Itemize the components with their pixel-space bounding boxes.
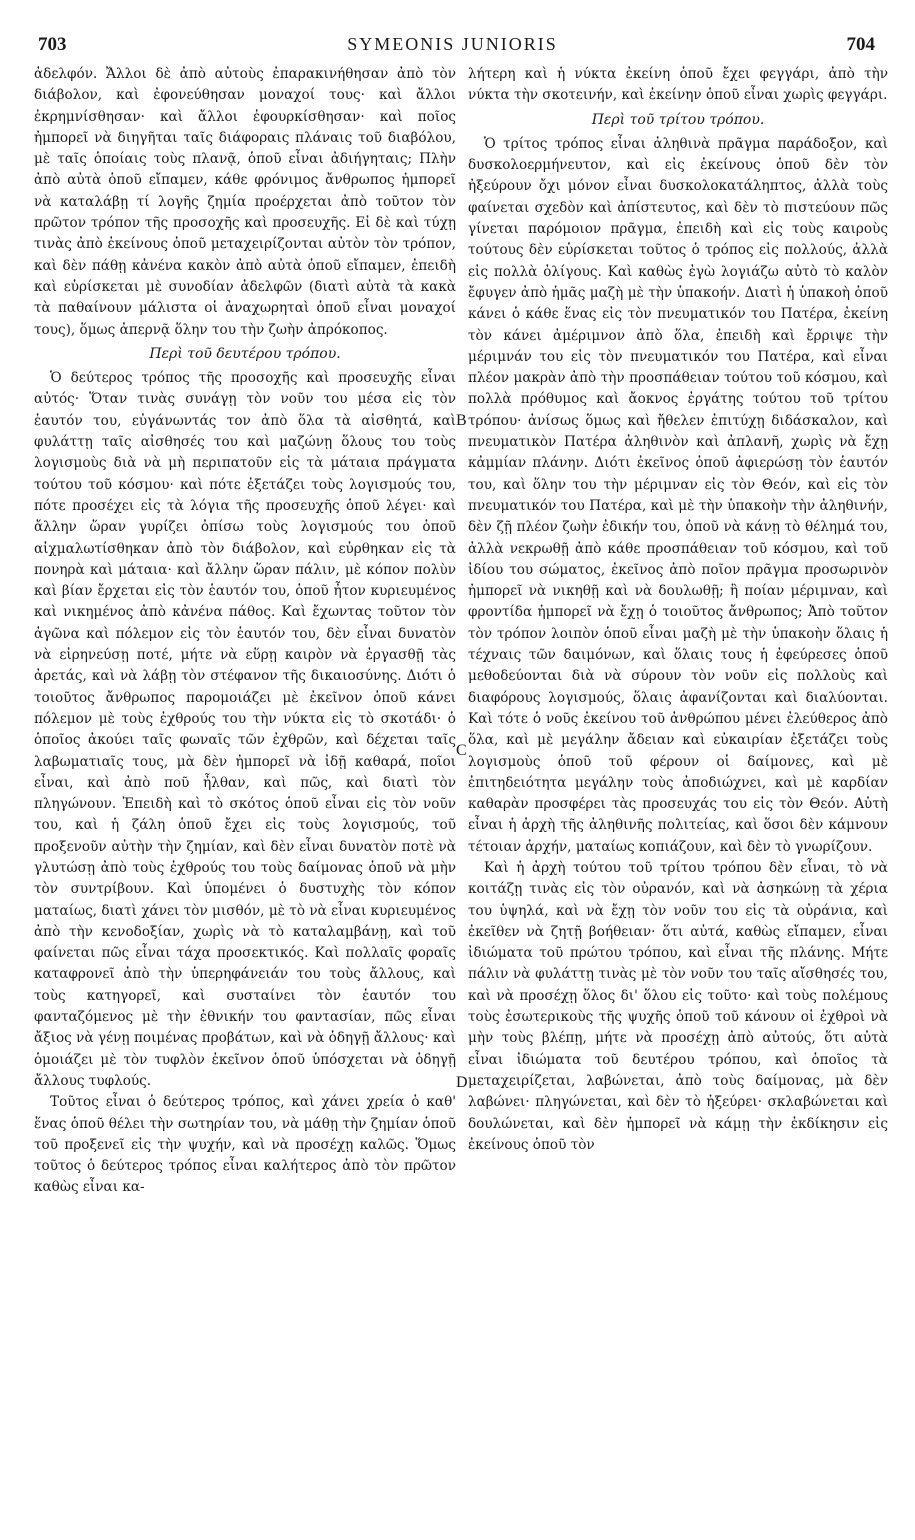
- margin-mark-d: D: [456, 1074, 468, 1091]
- section-heading-third-mode: Περὶ τοῦ τρίτου τρόπου.: [591, 111, 765, 128]
- right-column: [468, 64, 888, 1156]
- left-column: [34, 64, 456, 1199]
- running-title: SYMEONIS JUNIORIS: [347, 34, 558, 54]
- right-paragraph-2: Ὁ τρίτος τρόπος εἶναι ἀληθινὰ πρᾶγμα παράδοξον, καὶ δυσκολοερμήνευτον, καὶ εἰς ἐκείνους ὁποῦ δὲν τὸν ἠξεύρουν ὄχι μόνον εἶναι δυσκολοκατάληπτος, ἀλλὰ τοὺς φαίνεται σχεδὸν καὶ ἀπίστευτος, καὶ δὲν τὸ πιστεύουν πῶς γίνεται παρόμοιον πρᾶγμα, ἐπειδὴ καὶ εἰς τοὺς καιροὺς τούτους δὲν εὑρίσκεται τοῦτος ὁ τρόπος εἰς πολλούς, ἀλλὰ εἰς πολλὰ ὀλίγους. Καὶ καθὼς ἐγὼ λογιάζω αὐτὸ τὸ καλὸν ἔφυγεν ἀπὸ ἡμᾶς μαζὴ μὲ τὴν ὑπακοήν. Διατὶ ἡ ὑπακοὴ ὁποῦ κάνει ὁ κάθε ἕνας εἰς τὸν πνευματικόν του Πατέρα, ἐκείνη τὸν κάνει ἀμέριμνον ἀπὸ ὅλα, ἐπειδὴ καὶ ἔρριψε τὴν μέριμνάν του εἰς τὸν πνευματικόν του Πατέρα, καὶ εἶναι πλέον μακρὰν ἀπὸ τὴν προσπάθειαν τούτου τοῦ κόσμου, καὶ πολλὰ πρόθυμος καὶ ἄοκνος ἐργάτης τούτου τοῦ τρίτου τρόπου· ἀνίσως ὅμως καὶ ἤθελεν ἐπιτύχῃ διδάσκαλον, καὶ πνευματικὸν Πατέρα ἀληθινὸν καὶ ἀπλανῆ, χωρὶς νὰ ἔχῃ κἀμμίαν πλάνην. Διότι ἐκεῖνος ὁποῦ ἀφιερώσῃ τὸν ἑαυτόν του, καὶ ὅλην του τὴν μέριμναν εἰς τὸν Θεόν, καὶ εἰς τὸν πνευματικόν του Πατέρα, καὶ μὲ τὴν ὑπακοὴν τὴν ἀληθινήν, δὲν ζῇ πλέον ζωὴν ἐδικήν του, ὁποῦ νὰ κάνῃ τὸ θέλημά του, ἀλλὰ νεκρωθῇ ἀπὸ κάθε προσπάθειαν τοῦ κόσμου, καὶ τοῦ ἰδίου του σώματος, ἐκεῖνος ἀπὸ ποῖον πρᾶγμα προσωρινὸν ἠμπορεῖ νὰ νικηθῇ καὶ νὰ δουλωθῇ; ἢ ποίαν μέριμναν, καὶ φροντίδα ἠμπορεῖ νὰ ἔχῃ ὁ τοιοῦτος ἄνθρωπος; Ἀπὸ τοῦτον τὸν τρόπον λοιπὸν ὁποῦ εἶναι μαζὴ μὲ τὴν ὑπακοὴν ὅλαις ἡ τέχναις τῶν δαιμόνων, καὶ ὅλαις τους ἡ ἐφεύρεσες ὁποῦ μεθοδεύονται διὰ νὰ σύρουν τὸν νοῦν εἰς πολλοὺς καὶ διαφόρους λογισμούς, ὅλαις ἀφανίζονται καὶ διαλύονται. Καὶ τότε ὁ νοῦς ἐκείνου τοῦ ἀνθρώπου μένει ἐλεύθερος ἀπὸ ὅλα, καὶ μὲ μεγάλην ἄδειαν καὶ εὐκαιρίαν ἐξετάζει τοὺς λογισμοὺς ὁποῦ τοῦ φέρουν οἱ δαίμονες, καὶ μὲ ἐπιτηδειότητα μεγάλην τοὺς ἀποδιώχνει, καὶ μὲ καρδίαν καθαρὰν προσφέρει τὰς προσευχάς του εἰς τὸν Θεόν. Αὐτὴ εἶναι ἡ ἀρχὴ τῆς ἀληθινῆς πολιτείας, καὶ ὅσοι δὲν κάμνουν τέτοιαν ἀρχήν, ματαίως κοπιάζουν, καὶ δὲν τὸ γνωρίζουν.: [468, 135, 888, 855]
- page-number-left: 703: [38, 34, 67, 55]
- margin-mark-c: C: [456, 742, 467, 759]
- left-paragraph-2: Ὁ δεύτερος τρόπος τῆς προσοχῆς καὶ προσευχῆς εἶναι αὐτός· Ὅταν τινὰς συνάγῃ τὸν νοῦν του μέσα εἰς τὸν ἑαυτόν του, εὐγάνωντάς τον ἀπὸ ὅλα τὰ αἰσθητά, καὶ φυλάττῃ ταῖς αἰσθησές του καὶ μαζώνῃ ὅλους του τοὺς λογισμοὺς διὰ νὰ μὴ περιπατοῦν εἰς τὰ μάταια πράγματα τούτου τοῦ κόσμου· καὶ πότε ἐξετάζει τοὺς λογισμούς του, πότε προσέχει εἰς τὰ λόγια τῆς προσευχῆς ὁποῦ λέγει· καὶ ἄλλην ὥραν γυρίζει ὀπίσω τοὺς λογισμούς του ὁποῦ αἰχμαλωτίσθηκαν ἀπὸ τὸν διάβολον, καὶ εὐρθηκαν εἰς τὰ πονηρὰ καὶ μάταια· καὶ ἄλλην ὥραν πάλιν, μὲ κόπον πολὺν καὶ βίαν ἔρχεται εἰς τὸν ἑαυτόν του, ὁποῦ ἦτον κυριευμένος καὶ νικημένος ἀπὸ κἀνένα πάθος. Καὶ ἔχωντας τοῦτον τὸν ἀγῶνα καὶ πόλεμον εἰς τὸν ἑαυτόν του, δὲν εἶναι δυνατὸν νὰ εἰρηνεύσῃ ποτέ, μήτε νὰ εὕρῃ καιρὸν νὰ ἐργασθῇ τὰς ἀρετάς, καὶ νὰ λάβῃ τὸν στέφανον τῆς δικαιοσύνης. Διότι ὁ τοιοῦτος ἄνθρωπος παρομοιάζει μὲ ἐκεῖνον ὁποῦ κάνει πόλεμον μὲ τοὺς ἐχθρούς του τὴν νύκτα εἰς τὸ σκοτάδι· ὁ ὁποῖος ἀκούει ταῖς φωναῖς τῶν ἐχθρῶν, καὶ δέχεται ταῖς λαβωματιαῖς τους, μὰ δὲν ἠμπορεῖ νὰ ἰδῇ καθαρά, ποῖοι εἶναι, καὶ ἀπὸ ποῦ ἦλθαν, καὶ πῶς, καὶ διατὶ τὸν πληγώνουν. Ἐπειδὴ καὶ τὸ σκότος ὁποῦ εἶναι εἰς τὸν νοῦν του, καὶ ἡ ζάλη ὁποῦ ἔχει εἰς τοὺς λογισμούς, τοῦ προξενοῦν αὐτὴν τὴν ζημίαν, καὶ δὲν εἶναι δυνατὸν ποτὲ νὰ γλυτώσῃ ἀπὸ τοὺς ἐχθρούς του τοὺς δαίμονας ὁποῦ νὰ μὴν τὸν συντρίβουν. Καὶ ὑπομένει ὁ δυστυχὴς τὸν κόπον ματαίως, διατὶ χάνει τὸν μισθόν, μὲ τὸ νὰ εἶναι κυριευμένος ἀπὸ τὴν κενοδοξίαν, χωρὶς νὰ τὸ καταλαμβάνῃ, καὶ τοῦ φαίνεται πῶς εἶναι τάχα προσεκτικός. Καὶ πολλαῖς φοραῖς καταφρονεῖ ἀπὸ τὴν ὑπερηφάνειάν του τοὺς ἄλλους, καὶ τοὺς κατηγορεῖ, καὶ συσταίνει τὸν ἑαυτόν του φανταζόμενος μὲ τὴν ἐθνικήν του φαντασίαν, πῶς εἶναι ἄξιος νὰ γένῃ ποιμένας προβάτων, καὶ νὰ ὁδηγῇ ἄλλους· καὶ ὁμοιάζει μὲ τὸν τυφλὸν ἐκεῖνον ὁποῦ ὑπόσχεται νὰ ὁδηγῇ ἄλλους τυφλούς.: [34, 370, 456, 1089]
- left-paragraph-1: ἀδελφόν. Ἄλλοι δὲ ἀπὸ αὐτοὺς ἐπαρακινήθησαν ἀπὸ τὸν διάβολον, καὶ ἐφονεύθησαν μοναχοί τους· καὶ ἄλλοι ἐκρημνίσθησαν· καὶ ἄλλοι ἐφουρκίσθησαν· καὶ ποῖος ἠμπορεῖ νὰ διηγῆται ταῖς διάφοραις πλάναις τοῦ διαβόλου, μὲ ταῖς ὁποίαις τοὺς πλανᾷ, ὁποῦ εἶναι ἀδιήγηταις; Πλὴν ἀπὸ αὐτὰ ὁποῦ εἴπαμεν, κάθε φρόνιμος ἄνθρωπος ἠμπορεῖ νὰ καταλάβῃ τί λογῆς ζημία προέρχεται ἀπὸ τοῦτον τὸν πρῶτον τρόπον τῆς προσοχῆς καὶ προσευχῆς. Εἰ δὲ καὶ τύχῃ τινὰς ἀπὸ ἐκείνους ὁποῦ μεταχειρίζονται αὐτὸν τὸν τρόπον, καὶ δὲν πάθῃ κἀνένα κακὸν ἀπὸ αὐτὰ ὁποῦ εἴπαμεν, ἐπειδὴ καὶ εὑρίσκεται μὲ συνοδίαν ἀδελφῶν (διατὶ αὐτὰ τὰ κακὰ τὰ παθαίνουν μάλιστα οἱ ἀναχωρηταὶ ὁποῦ εἶναι μοναχοί τους), ὅμως ἀπερνᾷ ὅλην του τὴν ζωὴν ἀπρόκοπος.: [34, 66, 456, 338]
- margin-mark-b: B: [456, 412, 467, 429]
- page-number-right: 704: [846, 34, 875, 55]
- section-heading-second-mode: Περὶ τοῦ δευτέρου τρόπου.: [149, 345, 341, 362]
- left-paragraph-3: Τοῦτος εἶναι ὁ δεύτερος τρόπος, καὶ χάνει χρεία ὁ καθ' ἕνας ὁποῦ θέλει τὴν σωτηρίαν του, νὰ μάθῃ τὴν ζημίαν ὁποῦ τοῦ προξενεῖ εἰς τὴν ψυχήν, καὶ νὰ προσέχῃ καλῶς. Ὅμως τοῦτος ὁ δεύτερος τρόπος εἶναι καλήτερος ἀπὸ τὸν πρῶτον καθὼς εἶναι κα-: [34, 1094, 456, 1196]
- right-paragraph-1: λήτερη καὶ ἡ νύκτα ἐκείνη ὁποῦ ἔχει φεγγάρι, ἀπὸ τὴν νύκτα τὴν σκοτεινήν, καὶ ἐκείνην ὁποῦ εἶναι χωρὶς φεγγάρι.: [468, 66, 888, 104]
- right-paragraph-3: Καὶ ἡ ἀρχὴ τούτου τοῦ τρίτου τρόπου δὲν εἶναι, τὸ νὰ κοιτάζῃ τινὰς εἰς τὸν οὐρανόν, καὶ νὰ ἀσηκώνῃ τὰ χέρια του ὑψηλά, καὶ νὰ ἔχῃ τὸν νοῦν του εἰς τὰ οὐράνια, καὶ ἐκεῖθεν νὰ ζητῇ βοήθειαν· ὅτι αὐτά, καθὼς εἴπαμεν, εἶναι ἰδιώματα τοῦ πρώτου τρόπου, καὶ εἶναι τῆς πλάνης. Μήτε πάλιν νὰ φυλάττῃ τινὰς μὲ τὸν νοῦν του ταῖς αἴσθησές του, καὶ νὰ προσέχῃ ὅλος δι' ὅλου εἰς τοῦτο· καὶ τοὺς πολέμους τοὺς ἐσωτερικοὺς τῆς ψυχῆς ὁποῦ τοῦ κάνουν οἱ ἐχθροὶ νὰ μὴν τοὺς βλέπῃ, μήτε νὰ προσέχῃ ἀπὸ αὐτούς, ὅτι αὐτὰ εἶναι ἰδιώματα τοῦ δευτέρου τρόπου, καὶ ὁποῖος τὰ μεταχειρίζεται, λαβώνεται, ἀπὸ τοὺς δαίμονας, μὰ δὲν λαβώνει· πληγώνεται, καὶ δὲν τὸ ἠξεύρει· σκλαβώνεται καὶ δουλώνεται, καὶ δὲν ἠμπορεῖ νὰ κάμῃ τὴν ἐκδίκησιν εἰς ἐκείνους ὁποῦ τὸν: [468, 859, 888, 1153]
- page-header: [30, 34, 875, 60]
